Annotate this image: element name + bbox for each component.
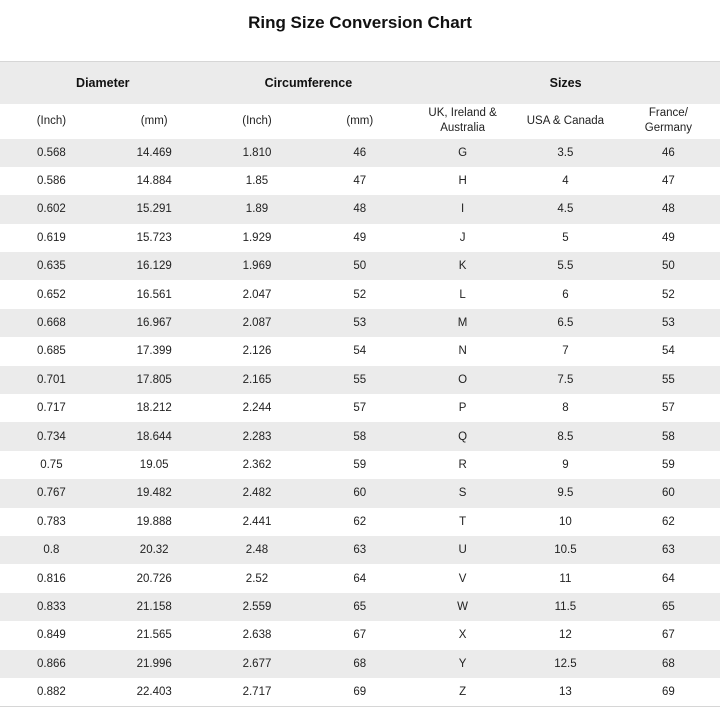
table-cell: 2.283: [242, 430, 272, 443]
table-cell: 58: [662, 430, 675, 443]
table-row: [0, 536, 720, 564]
table-cell: 0.717: [37, 402, 66, 415]
table-row: [0, 337, 720, 365]
table-cell: 2.087: [242, 317, 272, 330]
table-row: [0, 224, 720, 252]
page-title: Ring Size Conversion Chart: [248, 13, 472, 32]
table-cell: 0.619: [37, 231, 66, 244]
table-cell: 4.5: [557, 203, 574, 216]
table-cell: P: [458, 402, 467, 415]
table-cell: K: [458, 260, 467, 273]
table-cell: 50: [353, 260, 367, 273]
table-cell: 4: [562, 175, 569, 188]
table-cell: 0.866: [37, 657, 66, 670]
table-cell: 60: [353, 487, 367, 500]
column-header-france-germany: France/ Germany: [617, 104, 720, 139]
table-row: [0, 479, 720, 507]
table-cell: 10: [559, 515, 572, 528]
table-cell: 8: [562, 402, 569, 415]
table-cell: 19.482: [136, 487, 172, 500]
table-cell: 0.602: [37, 203, 66, 216]
table-cell: 17.805: [136, 373, 172, 386]
table-cell: 0.816: [37, 572, 66, 585]
table-cell: 2.165: [242, 373, 272, 386]
table-cell: 68: [353, 657, 367, 670]
table-cell: 9.5: [557, 487, 574, 500]
table-cell: 64: [353, 572, 367, 585]
table-row: [0, 422, 720, 450]
table-cell: 11: [559, 572, 572, 585]
table-cell: 63: [662, 544, 675, 557]
table-cell: 2.362: [242, 458, 272, 471]
column-header-circumference-inch: (Inch): [206, 104, 309, 139]
table-row: [0, 139, 720, 167]
group-header-diameter: Diameter: [0, 62, 206, 104]
table-cell: 55: [353, 373, 367, 386]
table-cell: 6: [562, 288, 569, 301]
table-group-header-row: [0, 62, 720, 104]
table-cell: 0.635: [37, 260, 66, 273]
group-header-circumference: Circumference: [206, 62, 412, 104]
table-cell: 57: [353, 402, 367, 415]
table-cell: 2.047: [242, 288, 272, 301]
table-row: [0, 195, 720, 223]
table-cell: 1.810: [242, 146, 272, 159]
column-header-circumference-mm: (mm): [308, 104, 411, 139]
table-cell: 62: [662, 515, 675, 528]
table-cell: 48: [353, 203, 367, 216]
group-header-sizes: Sizes: [411, 62, 720, 104]
table-cell: H: [458, 175, 467, 188]
column-header-diameter-mm: (mm): [103, 104, 206, 139]
table-cell: 11.5: [554, 600, 577, 613]
table-row: [0, 252, 720, 280]
table-cell: N: [458, 345, 467, 358]
table-cell: 55: [662, 373, 675, 386]
table-cell: 14.884: [136, 175, 172, 188]
table-cell: 21.158: [136, 600, 172, 613]
table-cell: 1.85: [245, 175, 269, 188]
table-cell: 65: [662, 600, 675, 613]
table-cell: T: [459, 515, 467, 528]
table-cell: 49: [662, 231, 675, 244]
table-cell: 0.833: [37, 600, 66, 613]
table-cell: 57: [662, 402, 675, 415]
table-row: [0, 564, 720, 592]
table-cell: 5: [562, 231, 569, 244]
table-row: [0, 309, 720, 337]
table-cell: 21.565: [136, 629, 172, 642]
table-cell: 48: [662, 203, 675, 216]
table-subheader-row: [0, 104, 720, 139]
table-cell: 17.399: [136, 345, 172, 358]
table-cell: 0.652: [37, 288, 66, 301]
table-row: [0, 678, 720, 706]
table-row: [0, 593, 720, 621]
table-cell: 0.8: [43, 544, 60, 557]
table-cell: 0.767: [37, 487, 66, 500]
table-cell: 8.5: [557, 430, 574, 443]
table-cell: 53: [662, 317, 675, 330]
table-cell: 0.783: [37, 515, 66, 528]
table-cell: 2.52: [245, 572, 269, 585]
table-cell: 21.996: [136, 657, 172, 670]
table-cell: 12.5: [554, 657, 577, 670]
table-cell: 10.5: [554, 544, 577, 557]
table-cell: 62: [353, 515, 367, 528]
table-cell: 2.677: [242, 657, 272, 670]
table-cell: 60: [662, 487, 675, 500]
table-cell: 54: [353, 345, 367, 358]
table-cell: 0.685: [37, 345, 66, 358]
table-cell: 50: [662, 260, 675, 273]
table-cell: 13: [559, 685, 572, 698]
table-cell: 0.701: [37, 373, 66, 386]
table-cell: 15.291: [136, 203, 172, 216]
table-body: [0, 139, 720, 707]
table-cell: 0.882: [37, 685, 66, 698]
table-cell: 2.48: [245, 544, 269, 557]
table-cell: 6.5: [557, 317, 574, 330]
table-cell: 0.586: [37, 175, 66, 188]
table-cell: 69: [662, 685, 675, 698]
table-cell: 53: [353, 317, 367, 330]
table-cell: V: [458, 572, 467, 585]
table-cell: G: [458, 146, 468, 159]
table-cell: Q: [458, 430, 468, 443]
table-cell: 20.32: [139, 544, 169, 557]
table-cell: 2.244: [242, 402, 272, 415]
table-cell: 59: [353, 458, 367, 471]
ring-size-conversion-table: [0, 61, 720, 707]
table-cell: 68: [662, 657, 675, 670]
table-cell: 2.638: [242, 629, 272, 642]
table-cell: 1.969: [242, 260, 272, 273]
table-cell: 9: [562, 458, 569, 471]
column-header-uk-ireland-australia: UK, Ireland & Australia: [411, 104, 514, 139]
table-cell: 49: [353, 231, 367, 244]
table-row: [0, 451, 720, 479]
table-cell: 2.482: [242, 487, 272, 500]
table-row: [0, 394, 720, 422]
table-cell: 7: [562, 345, 569, 358]
table-cell: 69: [353, 685, 367, 698]
table-cell: Y: [458, 657, 467, 670]
table-cell: 16.561: [136, 288, 172, 301]
table-cell: R: [458, 458, 467, 471]
table-cell: 54: [662, 345, 675, 358]
table-cell: 47: [662, 175, 675, 188]
table-cell: 63: [353, 544, 367, 557]
table-cell: 3.5: [557, 146, 574, 159]
table-cell: 16.129: [136, 260, 172, 273]
table-cell: 0.849: [37, 629, 66, 642]
table-cell: 2.559: [242, 600, 272, 613]
table-cell: 46: [662, 146, 675, 159]
table-cell: 58: [353, 430, 367, 443]
table-row: [0, 366, 720, 394]
table-cell: U: [458, 544, 467, 557]
table-cell: 67: [662, 629, 675, 642]
table-cell: 0.568: [37, 146, 66, 159]
table-cell: 0.75: [40, 458, 63, 471]
table-cell: 19.888: [136, 515, 172, 528]
table-cell: 1.89: [245, 203, 269, 216]
table-cell: O: [458, 373, 468, 386]
table-cell: L: [459, 288, 466, 301]
table-cell: 19.05: [139, 458, 169, 471]
table-cell: 22.403: [136, 685, 172, 698]
column-header-usa-canada: USA & Canada: [514, 104, 617, 139]
table-cell: 59: [662, 458, 675, 471]
table-cell: W: [457, 600, 469, 613]
table-cell: 52: [662, 288, 675, 301]
table-cell: 14.469: [136, 146, 172, 159]
table-cell: X: [458, 629, 467, 642]
table-row: [0, 621, 720, 649]
table-cell: 2.441: [242, 515, 272, 528]
table-cell: M: [457, 317, 468, 330]
table-cell: 18.212: [136, 402, 172, 415]
table-row: [0, 167, 720, 195]
table-cell: 5.5: [557, 260, 574, 273]
table-row: [0, 650, 720, 678]
table-row: [0, 280, 720, 308]
table-cell: 2.126: [242, 345, 272, 358]
table-cell: 46: [353, 146, 367, 159]
table-cell: 7.5: [557, 373, 574, 386]
table-cell: Z: [459, 685, 467, 698]
table-row: [0, 508, 720, 536]
table-cell: 16.967: [136, 317, 172, 330]
table-cell: 15.723: [136, 231, 172, 244]
column-header-diameter-inch: (Inch): [0, 104, 103, 139]
table-cell: 12: [559, 629, 572, 642]
table-cell: I: [461, 203, 465, 216]
table-cell: 0.734: [37, 430, 66, 443]
table-cell: 64: [662, 572, 675, 585]
table-cell: 67: [353, 629, 367, 642]
table-cell: 18.644: [136, 430, 172, 443]
table-cell: 65: [353, 600, 367, 613]
table-cell: S: [458, 487, 467, 500]
table-cell: 20.726: [136, 572, 172, 585]
table-cell: 47: [353, 175, 367, 188]
table-cell: 2.717: [242, 685, 272, 698]
table-cell: 1.929: [242, 231, 272, 244]
table-cell: 52: [353, 288, 367, 301]
table-cell: 0.668: [37, 317, 66, 330]
table-cell: J: [459, 231, 466, 244]
